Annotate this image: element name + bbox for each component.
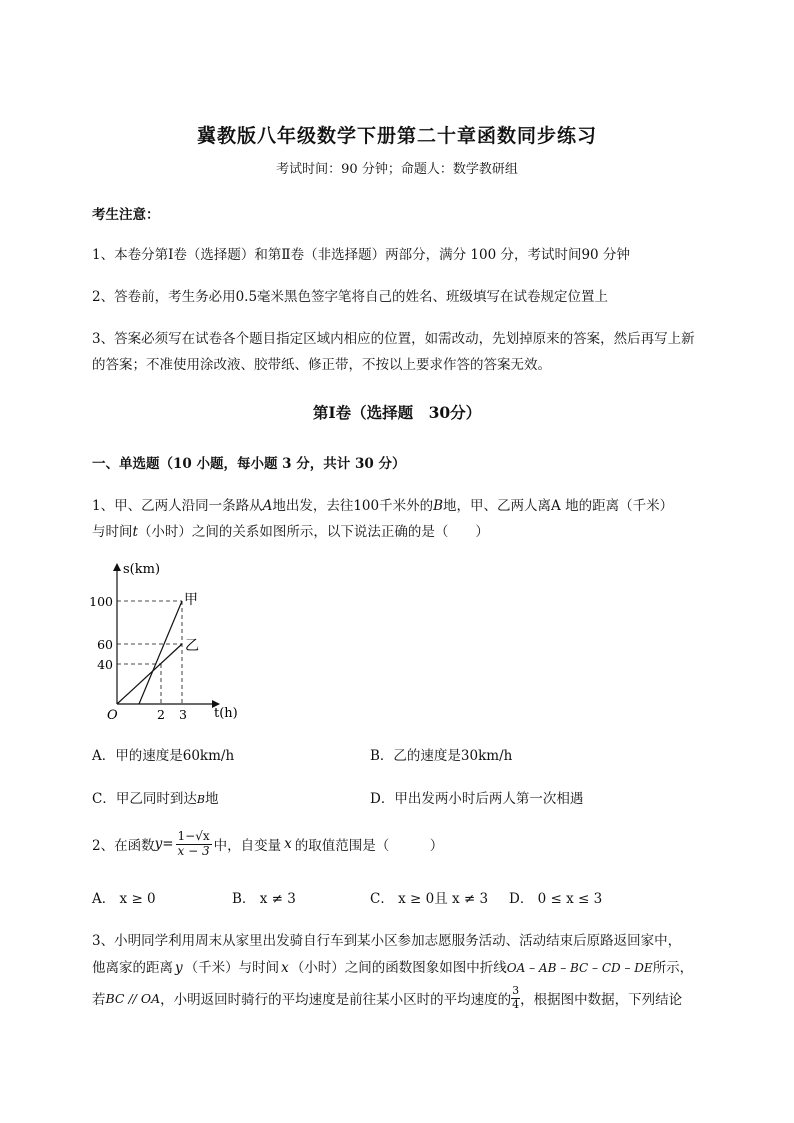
notice-item-2: 2、答卷前，考生务必用0.5毫米黑色签字笔将自己的姓名、班级填写在试卷规定位置上 — [92, 289, 609, 305]
section-title: 第Ⅰ卷（选择题 30分） — [312, 403, 482, 422]
q2-stem: 2、在函数 y = $\frac{1-√x}{x - 3}$ 中，自变量 x 的取值范围是（ ） — [92, 828, 444, 858]
part-title: 一、单选题（10 小题，每小题 3 分，共计 30 分） — [92, 456, 406, 472]
x-axis-label: t(h) — [214, 706, 238, 721]
label-yi: 乙 — [185, 638, 199, 654]
q2-option-b[interactable]: B． x ≠ 3 — [232, 891, 296, 907]
notice-item-3: 3、答案必须写在试卷各个题目指定区域内相应的位置，如需改动，先划掉原来的答案，然后再写上新 — [92, 331, 695, 347]
q2-option-c[interactable]: C． x ≥ 0且 x ≠ 3 — [370, 891, 489, 907]
q1-option-b[interactable]: B．乙的速度是30km/h — [370, 748, 513, 764]
q2-option-d[interactable]: D． 0 ≤ x ≤ 3 — [509, 891, 603, 907]
q3-line1: 3、小明同学利用周末从家里出发骑自行车到某小区参加志愿服务活动、活动结束后原路返回家中， — [92, 933, 682, 949]
q1-graph — [89, 558, 255, 726]
q2-option-a[interactable]: A． x ≥ 0 — [92, 891, 156, 907]
q1-option-a[interactable]: A．甲的速度是60km/h — [92, 748, 235, 764]
q3-line3: 若 BC // OA ，小明返回时骑行的平均速度是前往某小区时的平均速度的 $\frac{3}{4}$ ，根据图中数据，下列结论 — [92, 984, 683, 1011]
line-jia — [139, 601, 182, 704]
q1-line2: 与时间t（小时）之间的关系如图所示，以下说法正确的是（ ） — [92, 524, 489, 540]
line-yi — [117, 644, 182, 704]
origin-label: O — [107, 708, 118, 723]
y-axis-label: s(km) — [123, 562, 161, 577]
q1-option-d[interactable]: D．甲出发两小时后两人第一次相遇 — [370, 791, 584, 807]
q1-option-c[interactable]: C．甲乙同时到达B地 — [92, 791, 219, 807]
q3-line2: 他离家的距离 y （千米）与时间 x （小时）之间的函数图象如图中折线OA – AB – BC – CD – DE所示， — [92, 960, 694, 976]
exam-info: 考试时间：90 分钟；命题人：数学教研组 — [276, 162, 518, 177]
x-tick-2: 2 — [157, 707, 165, 722]
y-tick-40: 40 — [97, 657, 113, 672]
notice-item-3-cont: 的答案；不准使用涂改液、胶带纸、修正带，不按以上要求作答的答案无效。 — [92, 357, 551, 373]
q1-line1: 1、甲、乙两人沿同一条路从A地出发，去往100千米外的B地，甲、乙两人离A 地的距离（千米） — [92, 498, 674, 514]
label-jia: 甲 — [184, 592, 198, 608]
q2-fraction: $\frac{1-√x}{x - 3}$ — [177, 828, 210, 858]
notice-item-1: 1、本卷分第Ⅰ卷（选择题）和第Ⅱ卷（非选择题）两部分，满分 100 分，考试时间90 分钟 — [92, 247, 630, 263]
x-tick-3: 3 — [179, 707, 187, 722]
page-title: 冀教版八年级数学下册第二十章函数同步练习 — [196, 125, 597, 147]
notice-heading: 考生注意： — [92, 207, 160, 223]
q3-fraction: $\frac{3}{4}$ — [512, 984, 520, 1011]
y-tick-100: 100 — [89, 594, 113, 609]
y-tick-60: 60 — [97, 637, 113, 652]
